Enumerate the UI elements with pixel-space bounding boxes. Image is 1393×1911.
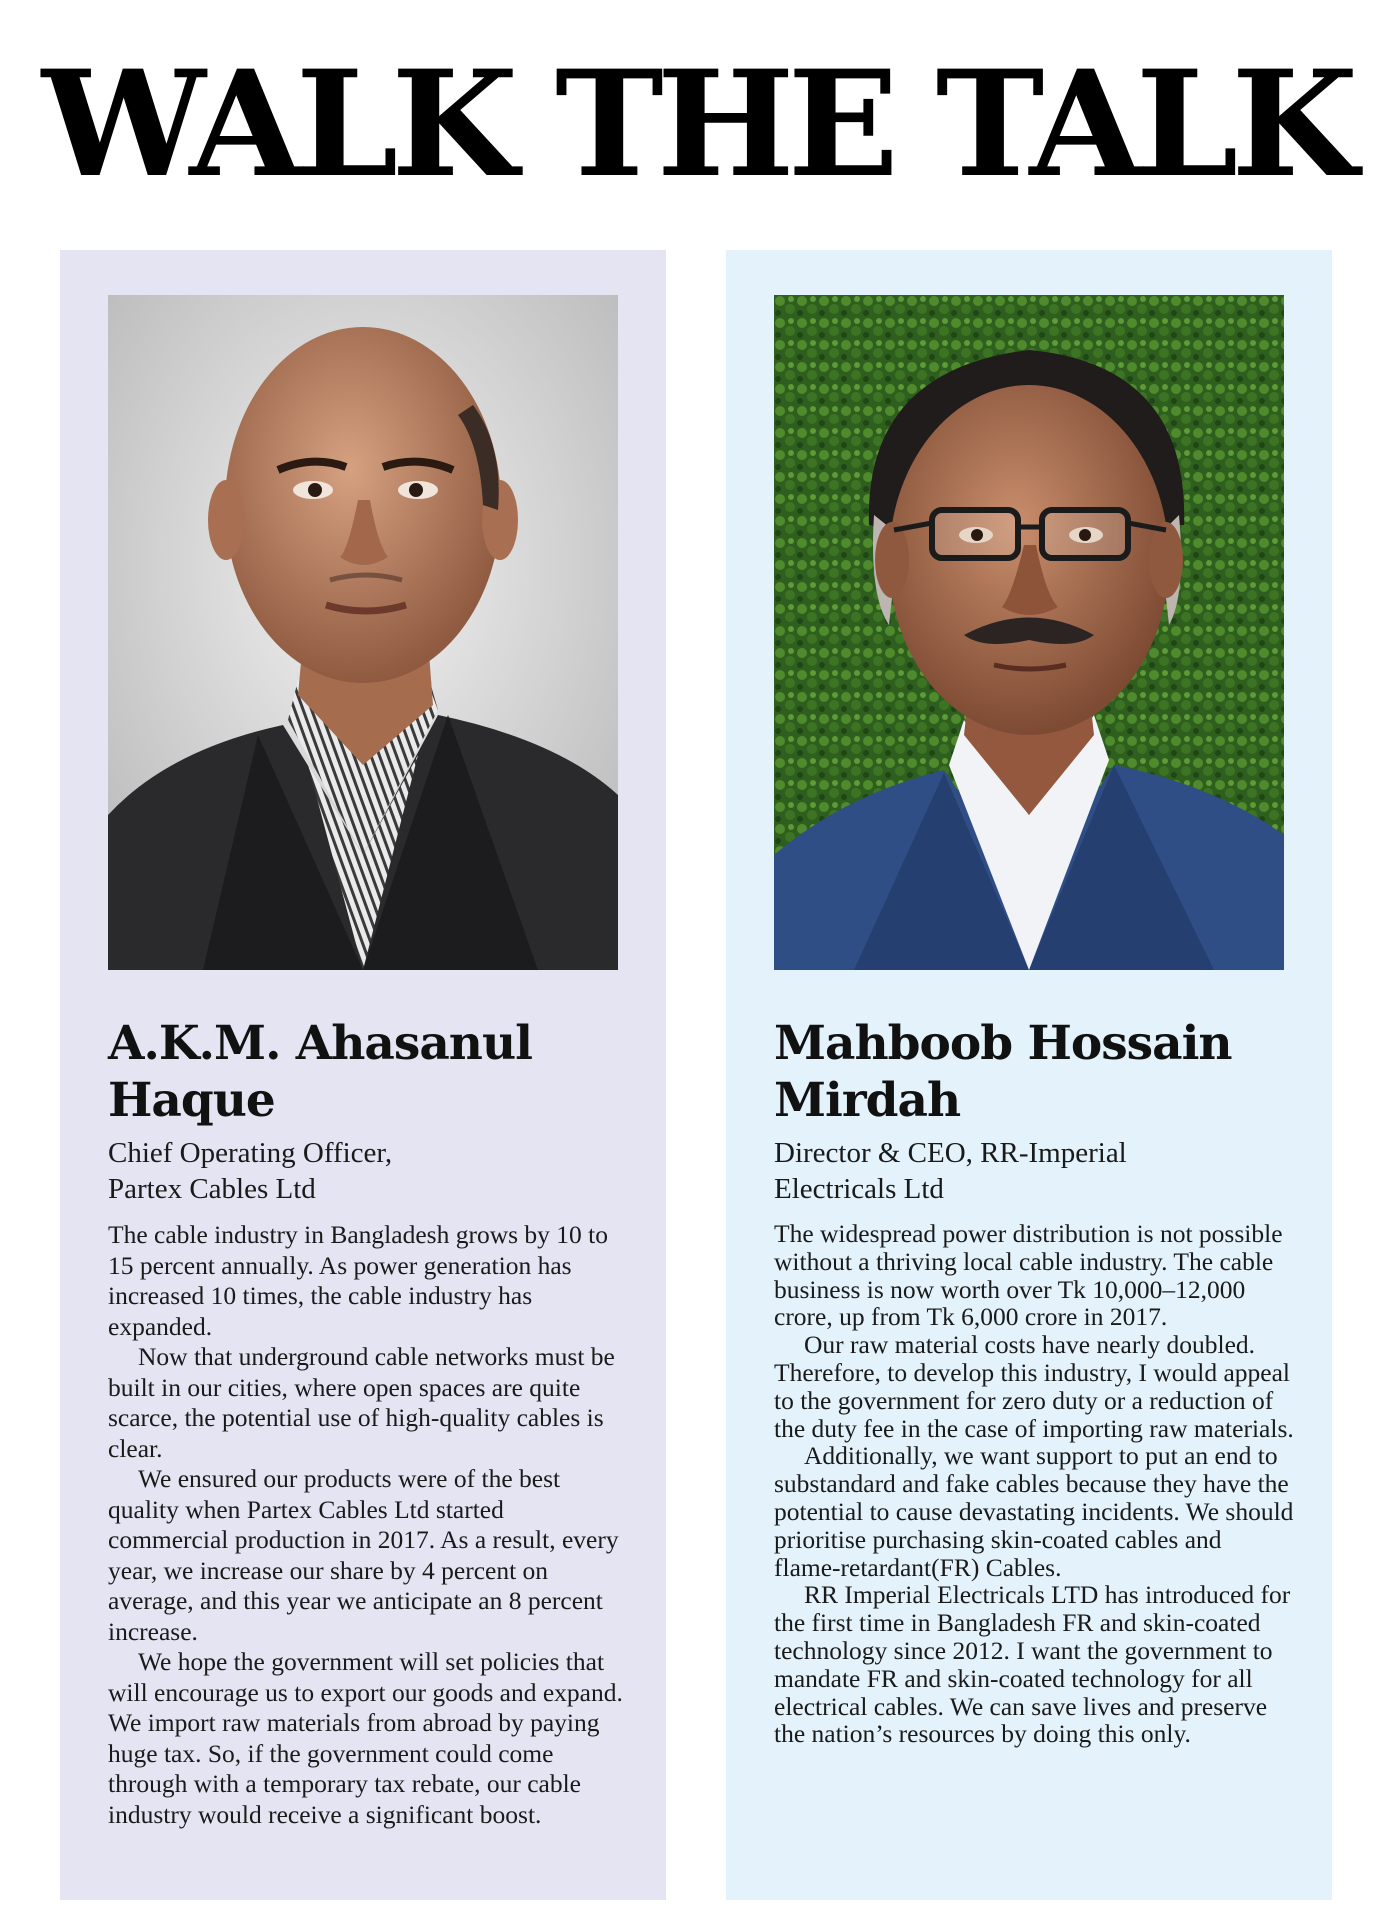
portrait-photo: [774, 295, 1284, 970]
name-line: Mirdah: [774, 1073, 961, 1128]
paragraph: We hope the government will set policies that will encourage us to export our goods and expand. We import raw materials from abroad by paying huge tax. So, if the government could come through with a temporary tax rebate, our cable industry would receive a significant boost.: [108, 1647, 623, 1829]
person-role: [774, 1135, 1294, 1207]
person-role: [108, 1135, 628, 1207]
profile-card-left: [60, 250, 666, 1900]
role-line: Partex Cables Ltd: [108, 1173, 316, 1205]
paragraph: We ensured our products were of the best quality when Partex Cables Ltd started commercial production in 2017. As a result, every year, we increase our share by 4 percent on average, and this year we anticipate an 8 percent increase.: [108, 1464, 619, 1646]
name-line: Mahboob Hossain: [774, 1016, 1232, 1071]
quote-body: [108, 1220, 628, 1830]
page-title: WALK THE TALK: [41, 39, 1352, 210]
paragraph: Additionally, we want support to put an end to substandard and fake cables because they have the potential to cause devastating incidents. We should prioritise purchasing skin-coated cables and flame-retardant(FR) Cables.: [774, 1441, 1294, 1582]
paragraph: The widespread power distribution is not possible without a thriving local cable industry. The cable business is now worth over Tk 10,000–12,000 crore, up from Tk 6,000 crore in 2017.: [774, 1219, 1283, 1332]
person-name: [108, 1015, 648, 1129]
paragraph: The cable industry in Bangladesh grows by 10 to 15 percent annually. As power generation has increased 10 times, the cable industry has expanded.: [108, 1220, 608, 1341]
role-line: Electricals Ltd: [774, 1173, 944, 1205]
name-line: A.K.M. Ahasanul: [108, 1016, 532, 1071]
paragraph: Now that underground cable networks must be built in our cities, where open spaces are quite scarce, the potential use of high-quality cables is clear.: [108, 1342, 615, 1463]
person-name: [774, 1015, 1314, 1129]
role-line: Director & CEO, RR-Imperial: [774, 1137, 1127, 1169]
profile-card-right: [726, 250, 1332, 1900]
role-line: Chief Operating Officer,: [108, 1137, 393, 1169]
quote-body: [774, 1220, 1294, 1748]
name-line: Haque: [108, 1073, 275, 1128]
paragraph: RR Imperial Electricals LTD has introduced for the first time in Bangladesh FR and skin-coated technology since 2012. I want the government to mandate FR and skin-coated technology for all electrical cables. We can save lives and preserve the nation’s resources by doing this only.: [774, 1580, 1291, 1749]
paragraph: Our raw material costs have nearly doubled. Therefore, to develop this industry, I would appeal to the government for zero duty or a reduction of the duty fee in the case of importing raw materials.: [774, 1330, 1294, 1443]
portrait-photo: [108, 295, 618, 970]
